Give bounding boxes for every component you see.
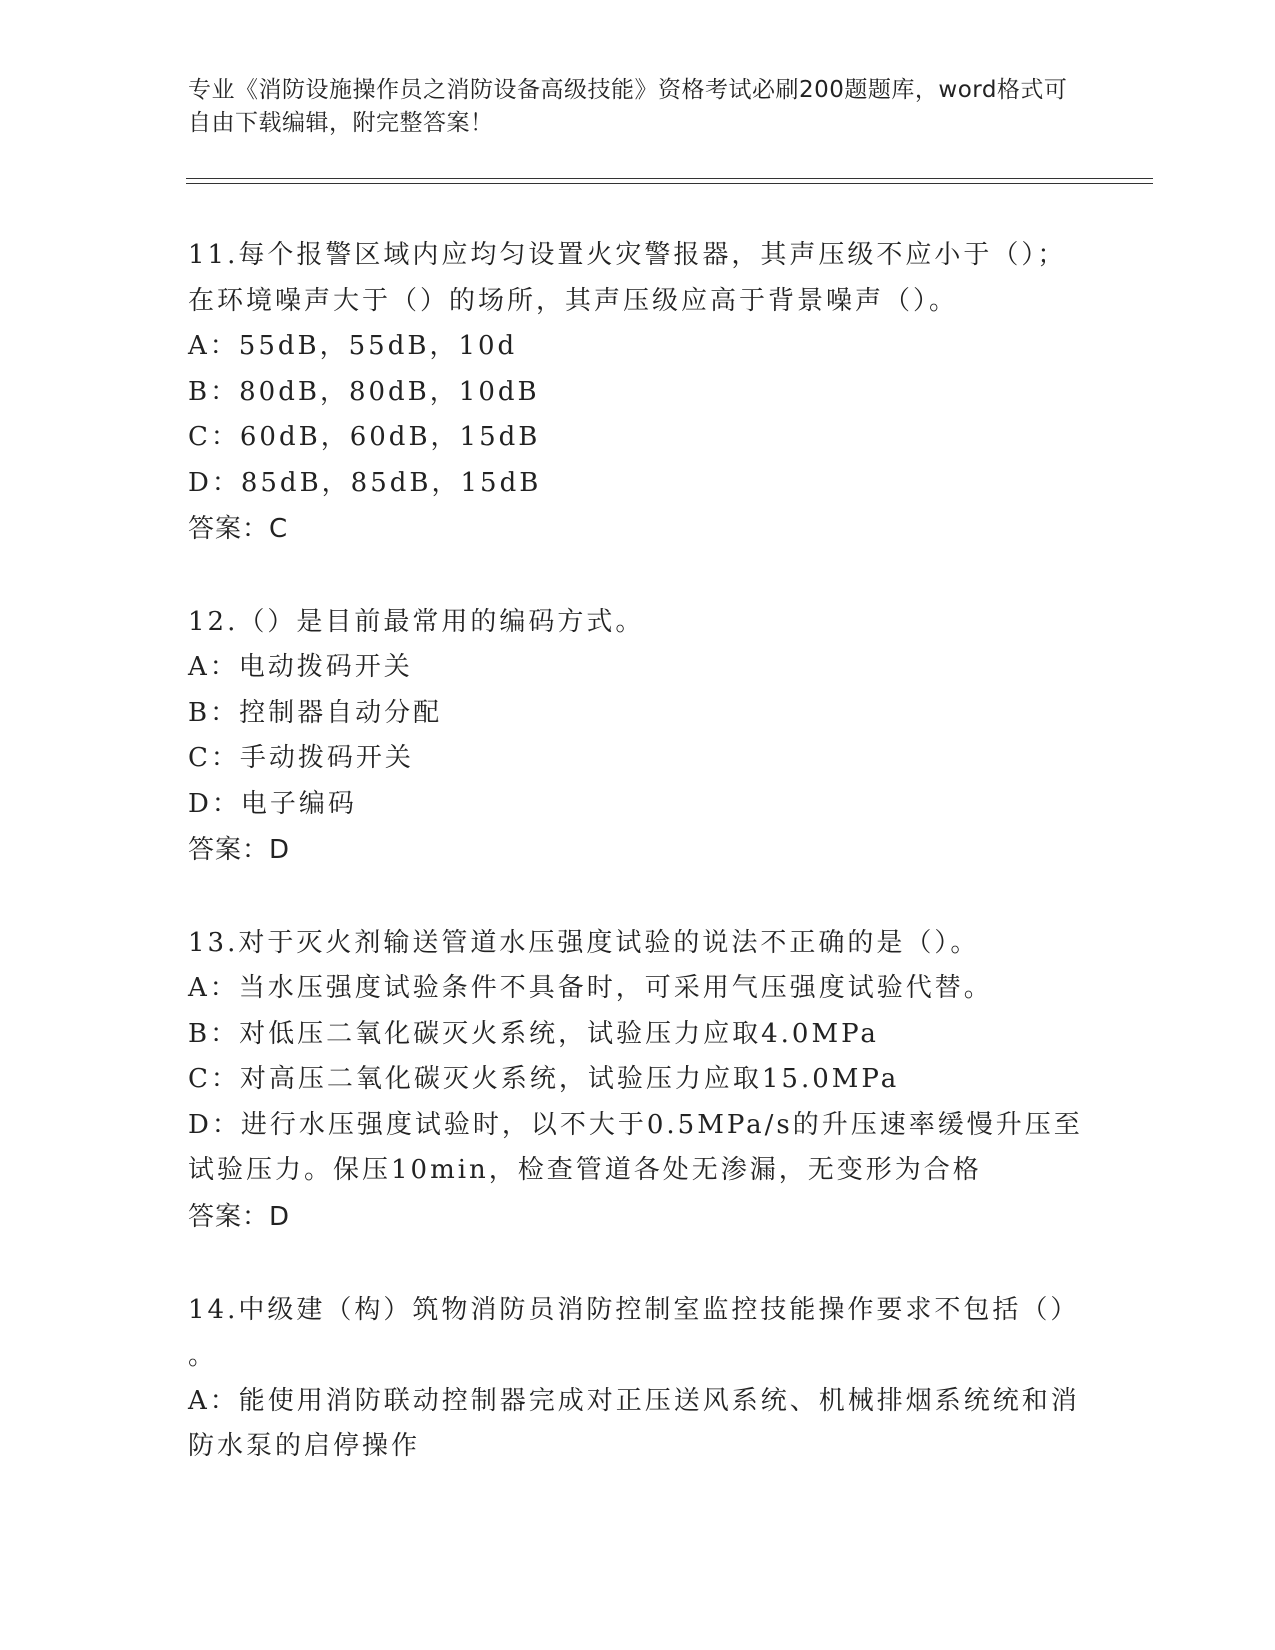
question-13 [188, 920, 1088, 1240]
question-stem-line: 12.（）是目前最常用的编码方式。 [188, 607, 645, 637]
document-intro: 专业《消防设施操作员之消防设备高级技能》资格考试必刷200题题库，word格式可自由下载编辑，附完整答案！ [188, 77, 1068, 136]
option-d-continued: 试验压力。保压10min，检查管道各处无渗漏，无变形为合格 [188, 1155, 982, 1185]
option-c: C：手动拨码开关 [188, 743, 414, 773]
option-b: B：80dB，80dB，10dB [188, 376, 540, 407]
option-d: D：85dB，85dB，15dB [188, 467, 542, 498]
question-14 [188, 1287, 1088, 1470]
question-11 [188, 232, 1088, 552]
question-stem-line: 在环境噪声大于（）的场所，其声压级应高于背景噪声（）。 [188, 286, 959, 316]
option-d: D：进行水压强度试验时，以不大于0.5MPa/s的升压速率缓慢升压至 [188, 1109, 1083, 1140]
question-list [188, 232, 1088, 1517]
answer: 答案：C [188, 514, 289, 544]
header-divider-top [186, 178, 1153, 179]
option-d: D：电子编码 [188, 788, 357, 819]
option-a-continued: 防水泵的启停操作 [188, 1431, 421, 1461]
answer: 答案：D [188, 835, 291, 865]
question-12 [188, 599, 1088, 873]
option-a: A：能使用消防联动控制器完成对正压送风系统、机械排烟系统统和消 [188, 1385, 1080, 1416]
option-a: A：当水压强度试验条件不具备时，可采用气压强度试验代替。 [188, 973, 993, 1003]
option-a: A：电动拨码开关 [188, 652, 413, 682]
question-stem-line: 11.每个报警区域内应均匀设置火灾警报器，其声压级不应小于（）； [188, 240, 1067, 270]
option-c: C：60dB，60dB，15dB [188, 422, 541, 452]
question-stem-line: 14.中级建（构）筑物消防员消防控制室监控技能操作要求不包括（） [188, 1294, 1080, 1325]
option-a: A：55dB，55dB，10d [188, 331, 518, 361]
header-divider-bottom [186, 183, 1153, 184]
option-c: C：对高压二氧化碳灭火系统，试验压力应取15.0MPa [188, 1064, 900, 1094]
option-b: B：控制器自动分配 [188, 697, 443, 728]
option-b: B：对低压二氧化碳灭火系统，试验压力应取4.0MPa [188, 1018, 879, 1049]
question-stem-line: 13.对于灭火剂输送管道水压强度试验的说法不正确的是（）。 [188, 928, 980, 958]
question-stem-line: 。 [188, 1340, 218, 1371]
answer: 答案：D [188, 1201, 291, 1232]
